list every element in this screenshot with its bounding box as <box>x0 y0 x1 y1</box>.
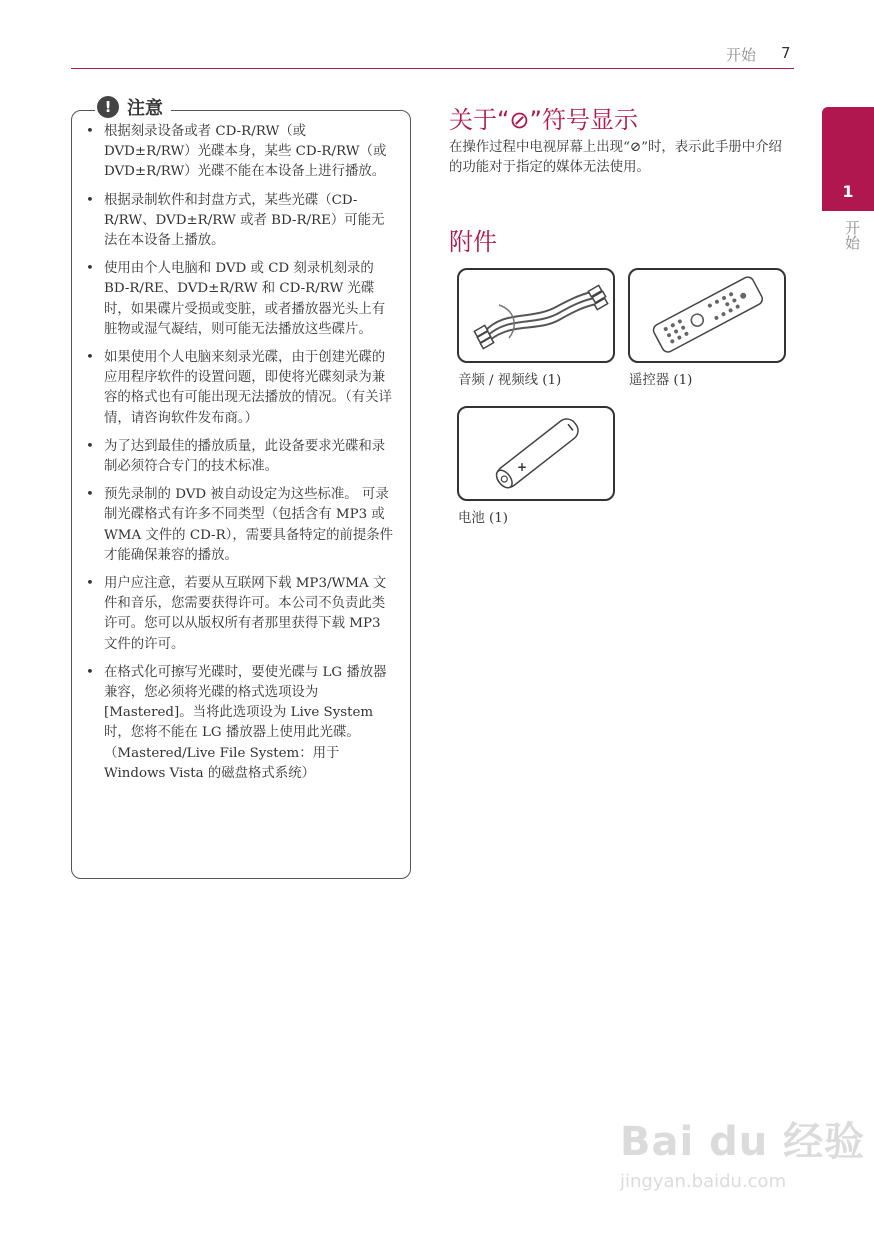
chapter-label: 开始 <box>843 220 861 250</box>
symbol-section-title: 关于“⊘”符号显示 <box>449 106 638 134</box>
accessories-title: 附件 <box>449 228 497 256</box>
svg-text:+: + <box>517 460 528 474</box>
remote-control-icon <box>630 270 784 361</box>
watermark-url: jingyan.baidu.com <box>620 1171 787 1192</box>
note-item: • 使用由个人电脑和 DVD 或 CD 刻录机刻录的 BD-R/RE、DVD±R/RW 和 CD-R/RW 光碟时，如果碟片受损或变脏，或者播放器光头上有脏物或湿气凝结，则可能无法播放这些碟片。 <box>86 259 396 340</box>
note-item: • 用户应注意，若要从互联网下载 MP3/WMA 文件和音乐，您需要获得许可。本公司不负责此类许可。您可以从版权所有者那里获得下载 MP3 文件的许可。 <box>86 574 396 655</box>
exclamation-icon: ! <box>97 96 119 118</box>
chapter-number: 1 <box>842 182 854 201</box>
watermark-brand: Bai du 经验 <box>620 1119 866 1165</box>
note-item: • 在格式化可擦写光碟时，要使光碟与 LG 播放器兼容，您必须将光碟的格式选项设为 [Mastered]。当将此选项设为 Live System 时，您将不能在 LG 播放器上使用此光碟。（Mastered/Live File System：用于 Windows Vista 的磁盘格式系统） <box>86 663 396 784</box>
accessory-remote <box>628 268 786 363</box>
note-item: • 根据录制软件和封盘方式，某些光碟（CD-R/RW、DVD±R/RW 或者 BD-R/RE）可能无法在本设备上播放。 <box>86 191 396 252</box>
note-item: • 为了达到最佳的播放质量，此设备要求光碟和录制必须符合专门的技术标准。 <box>86 437 396 477</box>
note-list <box>86 122 396 792</box>
note-item: • 预先录制的 DVD 被自动设定为这些标准。 可录制光碟格式有许多不同类型（包括含有 MP3 或 WMA 文件的 CD-R），需要具备特定的前提条件才能确保兼容的播放。 <box>86 485 396 566</box>
accessory-caption: 电池 (1) <box>458 511 509 526</box>
header-rule <box>71 68 794 69</box>
accessory-av-cable <box>457 268 615 363</box>
note-item: • 如果使用个人电脑来刻录光碟，由于创建光碟的应用程序软件的设置问题，即使将光碟刻录为兼容的格式也有可能出现无法播放的情况。（有关详情，请咨询软件发布商。） <box>86 348 396 429</box>
page-number: 7 <box>781 44 791 62</box>
header-title: 开始 <box>725 46 756 64</box>
watermark <box>620 1110 865 1192</box>
note-title: 注意 <box>127 98 163 119</box>
accessory-caption: 遥控器 (1) <box>629 373 693 388</box>
symbol-section-text: 在操作过程中电视屏幕上出现“⊘”时，表示此手册中介绍的功能对于指定的媒体无法使用。 <box>449 140 782 175</box>
battery-icon <box>459 408 613 499</box>
accessory-caption: 音频 / 视频线 (1) <box>458 373 562 388</box>
av-cable-icon <box>459 270 613 361</box>
accessory-battery <box>457 406 615 501</box>
note-heading <box>95 94 171 120</box>
chapter-tab <box>822 107 874 211</box>
note-item: • 根据刻录设备或者 CD-R/RW（或 DVD±R/RW）光碟本身，某些 CD-R/RW（或 DVD±R/RW）光碟不能在本设备上进行播放。 <box>86 122 396 183</box>
